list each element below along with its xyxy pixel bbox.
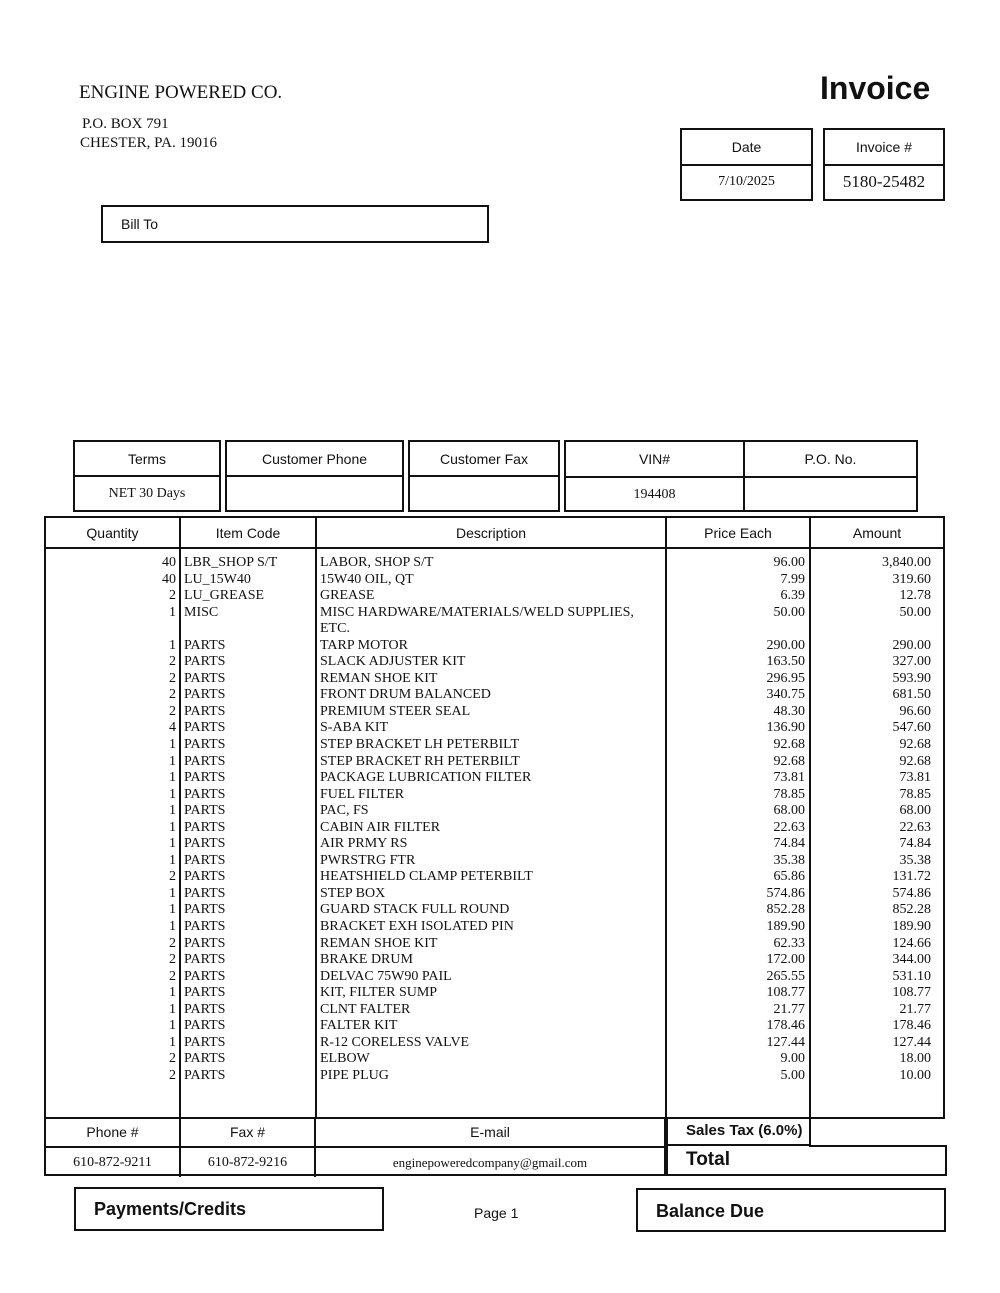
table-row <box>46 902 943 919</box>
table-row <box>46 654 943 671</box>
table-row <box>46 952 943 969</box>
quantity-cell: 1 <box>169 985 176 1001</box>
terms-field <box>73 440 221 512</box>
table-row <box>46 869 943 886</box>
fax-value: 610-872-9216 <box>181 1148 316 1177</box>
item-code-cell: PARTS <box>184 737 226 753</box>
quantity-cell: 2 <box>169 588 176 604</box>
table-row <box>46 720 943 737</box>
amount-cell: 344.00 <box>892 952 931 968</box>
table-row <box>46 572 943 589</box>
email-value: enginepoweredcompany@gmail.com <box>392 1154 588 1170</box>
company-contact-row <box>44 1117 666 1176</box>
quantity-cell: 1 <box>169 1034 176 1050</box>
amount-cell: 108.77 <box>892 985 931 1001</box>
description-cell: BRAKE DRUM <box>320 952 413 968</box>
amount-cell: 74.84 <box>899 836 931 852</box>
company-name: ENGINE POWERED CO. <box>79 82 283 103</box>
amount-cell: 178.46 <box>892 1018 931 1034</box>
item-code-cell: PARTS <box>184 885 226 901</box>
table-row <box>46 1068 943 1085</box>
description-cell: 15W40 OIL, QT <box>320 571 414 587</box>
description-cell: STEP BOX <box>320 885 386 901</box>
item-code-cell: PARTS <box>184 1034 226 1050</box>
amount-cell: 531.10 <box>892 968 931 984</box>
quantity-cell: 1 <box>169 803 176 819</box>
column-header-amount: Amount <box>852 524 902 541</box>
item-code-cell: PARTS <box>184 654 226 670</box>
item-code-cell: PARTS <box>184 869 226 885</box>
customer-fax-field <box>408 440 560 512</box>
quantity-cell: 1 <box>169 819 176 835</box>
item-code-cell: PARTS <box>184 852 226 868</box>
invoice-number-field <box>823 128 945 201</box>
payments-credits-label: Payments/Credits <box>94 1199 247 1219</box>
amount-cell: 852.28 <box>892 902 931 918</box>
table-row <box>46 737 943 754</box>
price-each-cell: 108.77 <box>766 985 805 1001</box>
column-header-quantity: Quantity <box>86 524 139 541</box>
terms-value: NET 30 Days <box>108 485 186 501</box>
price-each-cell: 296.95 <box>766 670 805 686</box>
document-title: Invoice <box>820 70 931 106</box>
column-header-price-each: Price Each <box>704 524 772 541</box>
po-label: P.O. No. <box>804 451 857 467</box>
date-field <box>680 128 813 201</box>
po-value <box>745 478 916 512</box>
quantity-cell: 1 <box>169 919 176 935</box>
table-row <box>46 886 943 903</box>
price-each-cell: 7.99 <box>780 571 805 587</box>
customer-phone-field <box>225 440 404 512</box>
description-cell: SLACK ADJUSTER KIT <box>320 654 466 670</box>
table-row <box>46 919 943 936</box>
table-row <box>46 555 943 572</box>
quantity-cell: 1 <box>169 902 176 918</box>
amount-cell: 124.66 <box>892 935 931 951</box>
quantity-cell: 40 <box>162 571 176 587</box>
quantity-cell: 2 <box>169 1067 176 1083</box>
price-each-cell: 68.00 <box>773 803 805 819</box>
payments-credits-box <box>74 1187 384 1231</box>
price-each-cell: 35.38 <box>773 852 805 868</box>
table-row <box>46 936 943 953</box>
amount-cell: 73.81 <box>899 770 931 786</box>
amount-cell: 22.63 <box>899 819 931 835</box>
description-cell: REMAN SHOE KIT <box>320 935 438 951</box>
amount-cell: 127.44 <box>892 1034 931 1050</box>
item-code-cell: PARTS <box>184 1001 226 1017</box>
amount-cell: 131.72 <box>892 869 931 885</box>
sales-tax-label: Sales Tax (6.0%) <box>666 1117 811 1146</box>
price-each-cell: 574.86 <box>766 885 805 901</box>
amount-cell: 319.60 <box>892 571 931 587</box>
item-code-cell: PARTS <box>184 703 226 719</box>
total-label: Total <box>666 1146 947 1176</box>
description-cell: FRONT DRUM BALANCED <box>320 687 491 703</box>
price-each-cell: 96.00 <box>773 555 805 570</box>
item-code-cell: PARTS <box>184 687 226 703</box>
table-row <box>46 638 943 655</box>
item-code-cell: LU_GREASE <box>184 588 265 604</box>
quantity-cell: 4 <box>169 720 176 736</box>
price-each-cell: 62.33 <box>773 935 805 951</box>
vin-po-field <box>564 440 918 512</box>
quantity-cell: 1 <box>169 770 176 786</box>
description-cell: MISC HARDWARE/MATERIALS/WELD SUPPLIES, ETC. <box>320 604 634 636</box>
amount-cell: 18.00 <box>899 1051 931 1067</box>
phone-value: 610-872-9211 <box>46 1148 181 1177</box>
quantity-cell: 2 <box>169 869 176 885</box>
amount-cell: 35.38 <box>899 852 931 868</box>
description-cell: PACKAGE LUBRICATION FILTER <box>320 770 532 786</box>
description-cell: PIPE PLUG <box>320 1067 389 1083</box>
description-cell: ELBOW <box>320 1051 370 1067</box>
item-code-cell: PARTS <box>184 819 226 835</box>
description-cell: GREASE <box>320 588 375 604</box>
item-code-cell: PARTS <box>184 985 226 1001</box>
price-each-cell: 265.55 <box>766 968 805 984</box>
description-cell: FALTER KIT <box>320 1018 398 1034</box>
table-body <box>46 555 943 1085</box>
description-cell: REMAN SHOE KIT <box>320 670 438 686</box>
price-each-cell: 127.44 <box>766 1034 805 1050</box>
amount-cell: 21.77 <box>899 1001 931 1017</box>
item-code-cell: PARTS <box>184 1018 226 1034</box>
quantity-cell: 2 <box>169 687 176 703</box>
balance-due-box <box>636 1188 946 1232</box>
price-each-cell: 340.75 <box>766 687 805 703</box>
price-each-cell: 92.68 <box>773 737 805 753</box>
table-row <box>46 803 943 820</box>
price-each-cell: 21.77 <box>773 1001 805 1017</box>
company-address-line2: CHESTER, PA. 19016 <box>80 135 217 151</box>
price-each-cell: 5.00 <box>780 1067 805 1083</box>
item-code-cell: MISC <box>184 604 219 620</box>
quantity-cell: 1 <box>169 753 176 769</box>
amount-cell: 10.00 <box>899 1067 931 1083</box>
table-row <box>46 671 943 688</box>
quantity-cell: 2 <box>169 952 176 968</box>
amount-cell: 547.60 <box>892 720 931 736</box>
table-row <box>46 1018 943 1035</box>
invoice-number-label: Invoice # <box>825 130 943 166</box>
price-each-cell: 178.46 <box>766 1018 805 1034</box>
table-header <box>46 518 943 549</box>
description-cell: HEATSHIELD CLAMP PETERBILT <box>320 869 533 885</box>
email-label: E-mail <box>470 1123 510 1140</box>
description-cell: R-12 CORELESS VALVE <box>320 1034 470 1050</box>
item-code-cell: PARTS <box>184 1051 226 1067</box>
item-code-cell: PARTS <box>184 902 226 918</box>
quantity-cell: 2 <box>169 670 176 686</box>
description-cell: KIT, FILTER SUMP <box>320 985 438 1001</box>
price-each-cell: 136.90 <box>766 720 805 736</box>
description-cell: CABIN AIR FILTER <box>320 819 441 835</box>
description-cell: PWRSTRG FTR <box>320 852 416 868</box>
quantity-cell: 2 <box>169 703 176 719</box>
table-row <box>46 704 943 721</box>
date-value: 7/10/2025 <box>718 174 775 190</box>
customer-phone-label: Customer Phone <box>227 442 402 477</box>
item-code-cell: PARTS <box>184 1067 226 1083</box>
vin-label: VIN# <box>566 442 745 476</box>
amount-cell: 92.68 <box>899 753 931 769</box>
price-each-cell: 852.28 <box>766 902 805 918</box>
price-each-cell: 9.00 <box>780 1051 805 1067</box>
description-cell: STEP BRACKET LH PETERBILT <box>320 737 520 753</box>
item-code-cell: LBR_SHOP S/T <box>184 555 278 570</box>
item-code-cell: PARTS <box>184 836 226 852</box>
item-code-cell: PARTS <box>184 952 226 968</box>
phone-label: Phone # <box>46 1117 181 1146</box>
amount-cell: 92.68 <box>899 737 931 753</box>
amount-cell: 593.90 <box>892 670 931 686</box>
item-code-cell: PARTS <box>184 753 226 769</box>
table-row <box>46 1002 943 1019</box>
quantity-cell: 1 <box>169 1018 176 1034</box>
description-cell: BRACKET EXH ISOLATED PIN <box>320 919 514 935</box>
description-cell: DELVAC 75W90 PAIL <box>320 968 452 984</box>
price-each-cell: 65.86 <box>773 869 805 885</box>
quantity-cell: 1 <box>169 604 176 620</box>
price-each-cell: 73.81 <box>773 770 805 786</box>
description-cell: STEP BRACKET RH PETERBILT <box>320 753 520 769</box>
invoice-number-value: 5180-25482 <box>842 172 926 192</box>
price-each-cell: 189.90 <box>766 919 805 935</box>
description-cell: FUEL FILTER <box>320 786 405 802</box>
quantity-cell: 2 <box>169 1051 176 1067</box>
table-row <box>46 820 943 837</box>
item-code-cell: PARTS <box>184 770 226 786</box>
table-row <box>46 605 943 638</box>
column-header-description: Description <box>455 524 527 541</box>
column-header-item-code: Item Code <box>215 524 281 541</box>
price-each-cell: 74.84 <box>773 836 805 852</box>
amount-cell: 78.85 <box>899 786 931 802</box>
price-each-cell: 6.39 <box>780 588 805 604</box>
quantity-cell: 2 <box>169 968 176 984</box>
quantity-cell: 1 <box>169 836 176 852</box>
item-code-cell: PARTS <box>184 935 226 951</box>
quantity-cell: 1 <box>169 786 176 802</box>
price-each-cell: 78.85 <box>773 786 805 802</box>
page-number: Page 1 <box>474 1205 519 1221</box>
item-code-cell: PARTS <box>184 720 226 736</box>
description-cell: TARP MOTOR <box>320 637 408 653</box>
table-row <box>46 985 943 1002</box>
quantity-cell: 1 <box>169 637 176 653</box>
bill-to-label: Bill To <box>121 216 159 232</box>
price-each-cell: 163.50 <box>766 654 805 670</box>
description-cell: PAC, FS <box>320 803 369 819</box>
company-address-line1: P.O. BOX 791 <box>82 116 169 132</box>
price-each-cell: 290.00 <box>766 637 805 653</box>
amount-cell: 327.00 <box>892 654 931 670</box>
price-each-cell: 48.30 <box>773 703 805 719</box>
quantity-cell: 40 <box>162 555 176 570</box>
item-code-cell: PARTS <box>184 637 226 653</box>
terms-label: Terms <box>75 442 219 477</box>
amount-cell: 96.60 <box>899 703 931 719</box>
quantity-cell: 1 <box>169 1001 176 1017</box>
table-row <box>46 588 943 605</box>
item-code-cell: PARTS <box>184 919 226 935</box>
item-code-cell: PARTS <box>184 968 226 984</box>
amount-cell: 290.00 <box>892 637 931 653</box>
customer-phone-value <box>227 477 402 510</box>
customer-fax-value <box>410 477 558 510</box>
description-cell: PREMIUM STEER SEAL <box>320 703 471 719</box>
item-code-cell: LU_15W40 <box>184 571 251 587</box>
table-row <box>46 1035 943 1052</box>
item-code-cell: PARTS <box>184 786 226 802</box>
table-row <box>46 787 943 804</box>
table-row <box>46 969 943 986</box>
description-cell: GUARD STACK FULL ROUND <box>320 902 510 918</box>
amount-cell: 574.86 <box>892 885 931 901</box>
price-each-cell: 22.63 <box>773 819 805 835</box>
table-row <box>46 1051 943 1068</box>
description-cell: S-ABA KIT <box>320 720 389 736</box>
quantity-cell: 1 <box>169 852 176 868</box>
table-row <box>46 836 943 853</box>
price-each-cell: 172.00 <box>766 952 805 968</box>
amount-cell: 12.78 <box>899 588 931 604</box>
quantity-cell: 1 <box>169 885 176 901</box>
table-row <box>46 853 943 870</box>
vin-value: 194408 <box>566 478 745 512</box>
table-row <box>46 770 943 787</box>
item-code-cell: PARTS <box>184 803 226 819</box>
price-each-cell: 92.68 <box>773 753 805 769</box>
description-cell: LABOR, SHOP S/T <box>320 555 434 570</box>
fax-label: Fax # <box>181 1117 316 1146</box>
balance-due-label: Balance Due <box>656 1201 765 1221</box>
table-row <box>46 687 943 704</box>
description-cell: CLNT FALTER <box>320 1001 411 1017</box>
quantity-cell: 2 <box>169 935 176 951</box>
quantity-cell: 2 <box>169 654 176 670</box>
amount-cell: 3,840.00 <box>882 555 931 570</box>
date-label: Date <box>682 130 811 166</box>
line-items-table <box>44 516 945 1119</box>
bill-to-box <box>101 205 489 243</box>
amount-cell: 68.00 <box>899 803 931 819</box>
amount-cell: 189.90 <box>892 919 931 935</box>
table-row <box>46 754 943 771</box>
price-each-cell: 50.00 <box>773 604 805 620</box>
description-cell: AIR PRMY RS <box>320 836 408 852</box>
customer-fax-label: Customer Fax <box>410 442 558 477</box>
item-code-cell: PARTS <box>184 670 226 686</box>
amount-cell: 681.50 <box>892 687 931 703</box>
amount-cell: 50.00 <box>899 604 931 620</box>
quantity-cell: 1 <box>169 737 176 753</box>
